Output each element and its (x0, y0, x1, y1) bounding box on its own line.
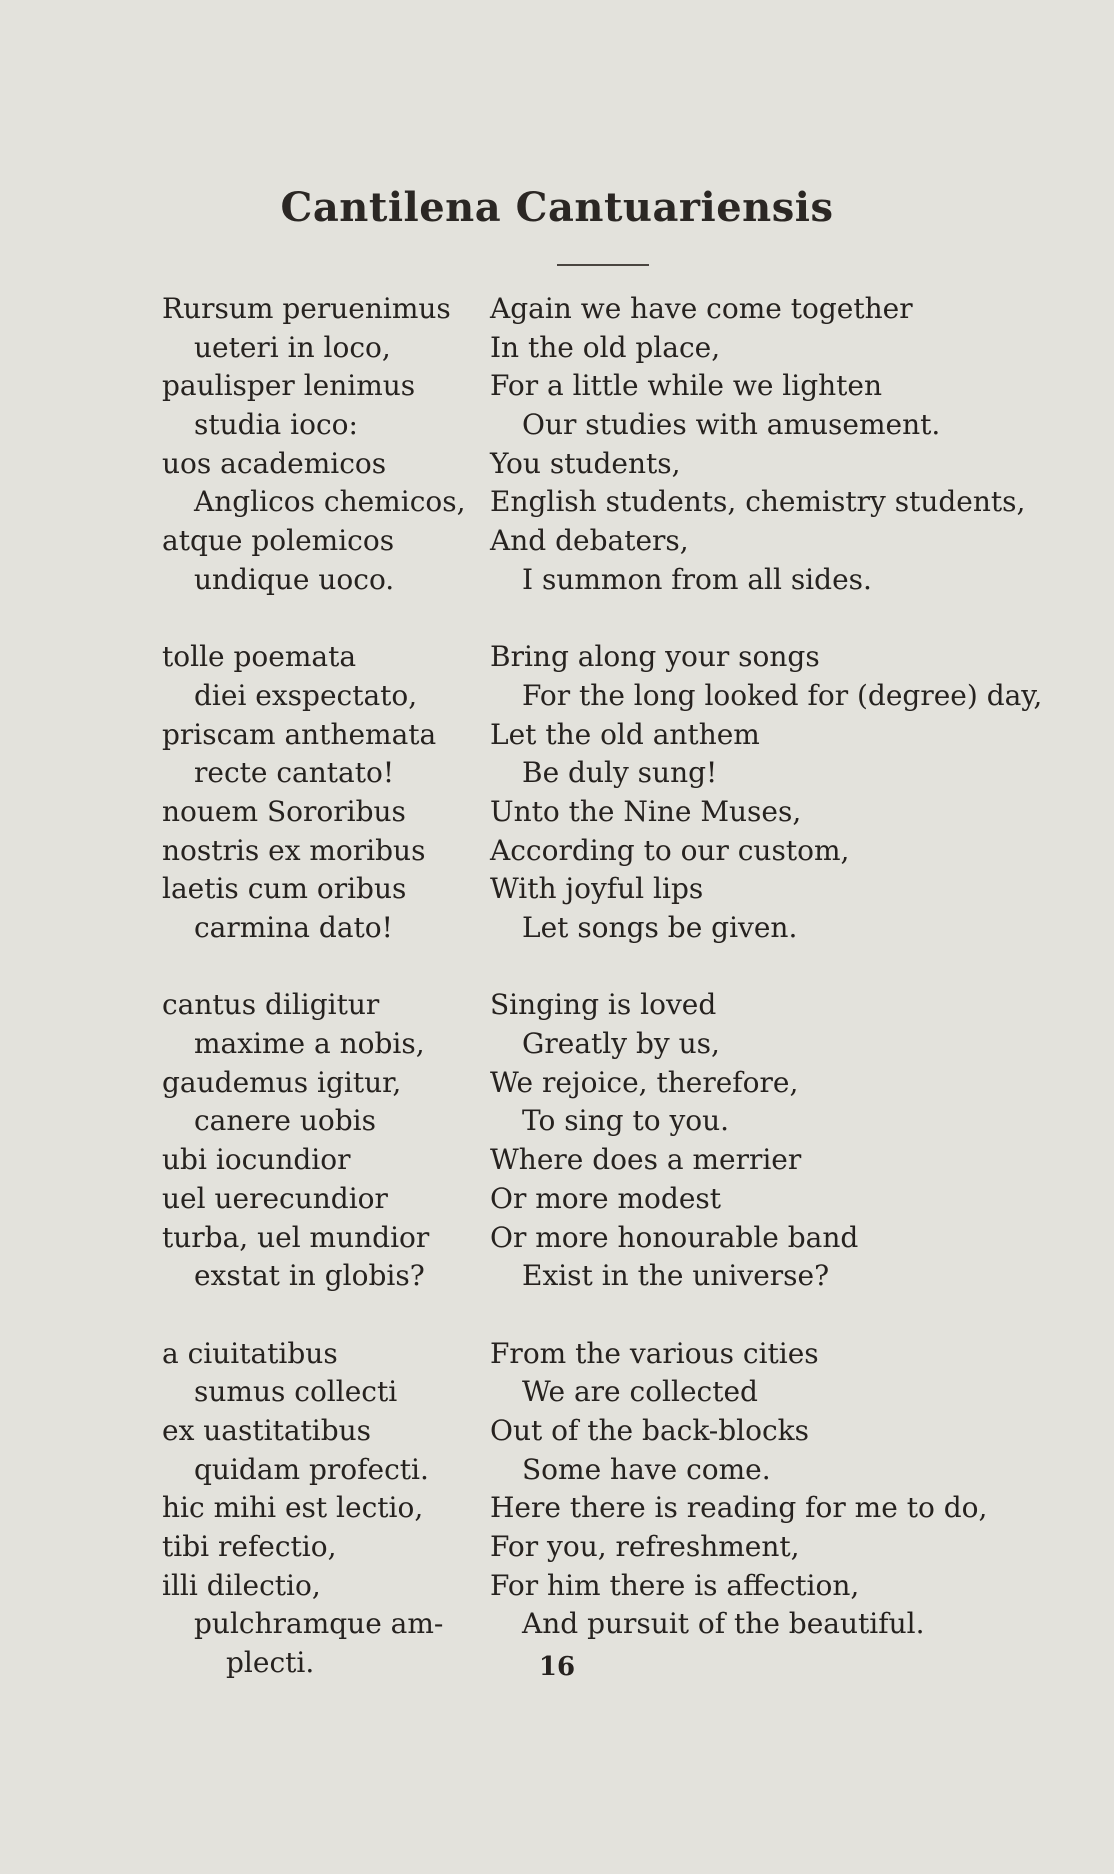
english-line: Or more honourable band (490, 1220, 859, 1254)
english-line: I summon from all sides. (522, 562, 872, 596)
english-line: Let songs be given. (522, 911, 798, 944)
english-line: From the various cities (490, 1336, 819, 1370)
english-line: For him there is affection, (490, 1568, 860, 1602)
latin-line: canere uobis (194, 1104, 376, 1138)
english-line: Some have come. (522, 1452, 771, 1486)
latin-line: uel uerecundior (162, 1181, 388, 1215)
english-line: We are collected (522, 1375, 758, 1409)
latin-line: priscam anthemata (162, 717, 437, 751)
latin-line: atque polemicos (162, 524, 395, 558)
english-line: Where does a merrier (490, 1143, 802, 1177)
english-line: In the old place, (490, 330, 721, 364)
english-line: For a little while we lighten (490, 369, 883, 403)
latin-line: illi dilectio, (162, 1568, 321, 1602)
latin-line: tibi refectio, (162, 1530, 337, 1563)
latin-line: gaudemus igitur, (162, 1065, 402, 1099)
latin-line: plecti. (226, 1646, 315, 1680)
latin-line: tolle poemata (162, 640, 357, 674)
latin-line: carmina dato! (194, 911, 393, 944)
english-line: We rejoice, therefore, (490, 1065, 799, 1099)
english-line: With joyful lips (490, 872, 704, 906)
latin-line: turba, uel mundior (162, 1220, 430, 1254)
english-line: Our studies with amusement. (522, 408, 941, 442)
latin-line: maxime a nobis, (194, 1027, 425, 1061)
latin-line: sumus collecti (194, 1375, 398, 1409)
english-line: Greatly by us, (522, 1027, 720, 1061)
title-rule (557, 264, 649, 266)
latin-line: cantus diligitur (162, 988, 380, 1022)
latin-line: hic mihi est lectio, (162, 1491, 424, 1525)
english-line: Or more modest (490, 1181, 722, 1215)
english-line: For you, refreshment, (490, 1530, 800, 1563)
english-line: Bring along your songs (490, 640, 820, 674)
english-line: Let the old anthem (490, 717, 760, 751)
latin-line: exstat in globis? (194, 1259, 425, 1293)
english-line: Again we have come together (490, 292, 913, 325)
latin-line: quidam profecti. (194, 1452, 429, 1486)
latin-line: diei exspectato, (194, 678, 418, 712)
latin-line: uos academicos (162, 446, 387, 480)
page-title: Cantilena Cantuariensis (280, 184, 834, 231)
english-line: Exist in the universe? (522, 1259, 830, 1293)
latin-line: Anglicos chemicos, (194, 485, 466, 519)
english-line: Out of the back-blocks (490, 1413, 810, 1447)
english-line: And debaters, (490, 524, 689, 558)
english-column (490, 290, 1080, 1644)
english-line: Singing is loved (490, 988, 717, 1022)
page-number: 16 (538, 1652, 576, 1682)
latin-line: ubi iocundior (162, 1143, 351, 1177)
latin-line: nouem Sororibus (162, 794, 406, 828)
latin-line: pulchramque am- (194, 1607, 444, 1641)
latin-line: Rursum peruenimus (162, 292, 451, 325)
latin-line: a ciuitatibus (162, 1336, 338, 1370)
english-line: For the long looked for (degree) day, (522, 678, 1043, 712)
latin-line: studia ioco: (194, 408, 358, 442)
latin-line: paulisper lenimus (162, 369, 416, 403)
latin-line: ueteri in loco, (194, 330, 391, 364)
english-line: Here there is reading for me to do, (490, 1491, 988, 1525)
english-line: English students, chemistry students, (490, 485, 1026, 519)
latin-column (162, 290, 482, 1683)
english-line: To sing to you. (522, 1104, 730, 1138)
latin-line: nostris ex moribus (162, 833, 426, 867)
english-line: Unto the Nine Muses, (490, 794, 802, 828)
latin-line: recte cantato! (194, 756, 395, 790)
english-line: You students, (490, 446, 681, 480)
latin-line: laetis cum oribus (162, 872, 407, 906)
english-line: And pursuit of the beautiful. (522, 1607, 925, 1641)
english-line: Be duly sung! (522, 756, 718, 790)
latin-line: undique uoco. (194, 562, 395, 596)
latin-line: ex uastitatibus (162, 1413, 372, 1447)
english-line: According to our custom, (490, 833, 850, 867)
